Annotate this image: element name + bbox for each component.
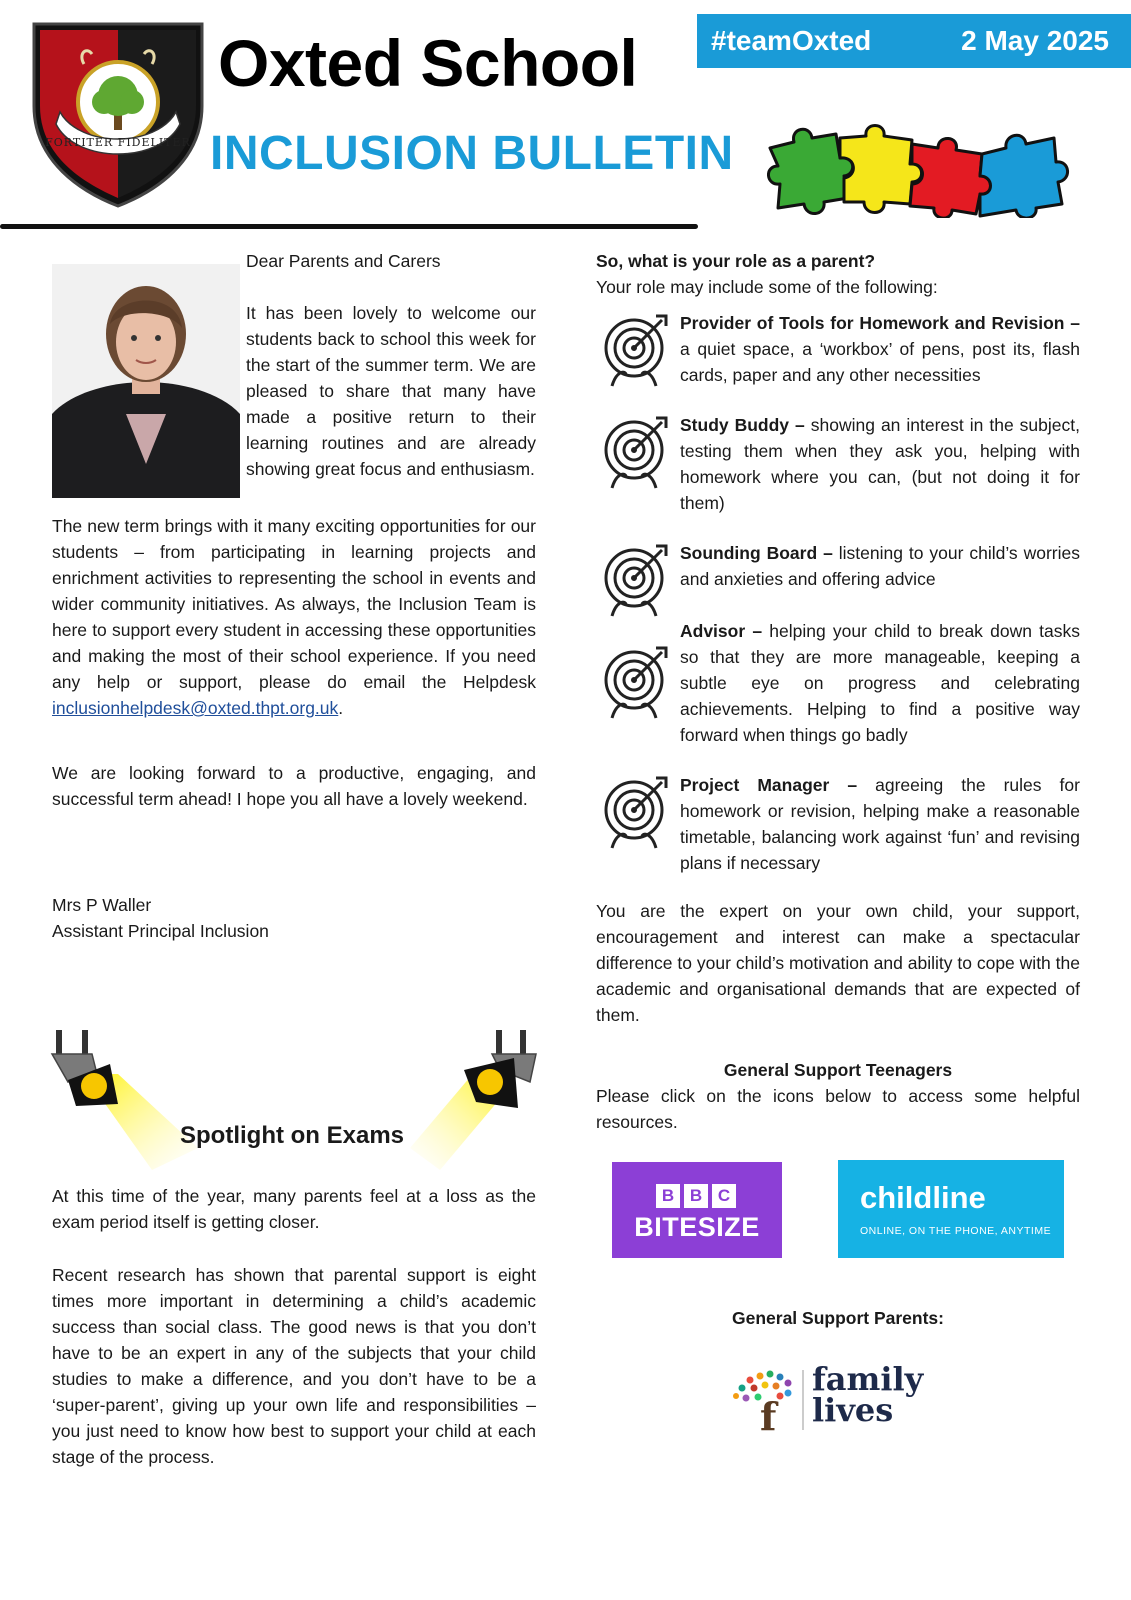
crest-motto: FORTITER FIDELITER bbox=[45, 136, 191, 149]
bitesize-word: BITESIZE bbox=[634, 1212, 760, 1242]
letter-greeting: Dear Parents and Carers bbox=[246, 251, 441, 271]
teen-support-text: Please click on the icons below to access some helpful resources. bbox=[596, 1086, 1080, 1132]
role-item-title: Provider of Tools for Homework and Revision – bbox=[680, 313, 1080, 333]
hashtag: #teamOxted bbox=[711, 25, 872, 56]
role-item-title: Advisor – bbox=[680, 621, 763, 641]
svg-text:f: f bbox=[760, 1394, 777, 1432]
teen-support-heading: General Support Teenagers bbox=[723, 1060, 953, 1080]
role-item-text: helping your child to break down tasks so that they are more manageable, keeping a subtle eye on progress and celebrating achievements. Helping to find a positive way forward when things go badly bbox=[680, 621, 1080, 745]
letter-signoff bbox=[52, 892, 536, 944]
role-item-text: agreeing the rules for homework or revision, helping make a reasonable timetable, balancing work against ‘fun’ and revising plans if necessary bbox=[680, 775, 1080, 873]
helpdesk-email-link[interactable]: inclusionhelpdesk@oxted.thpt.org.uk bbox=[52, 698, 339, 718]
school-name: Oxted School bbox=[218, 26, 638, 100]
childline-tagline: ONLINE, ON THE PHONE, ANYTIME bbox=[860, 1225, 1052, 1237]
role-item-text: listening to your child’s worries and anxieties and offering advice bbox=[680, 543, 1080, 589]
parents-support-heading: General Support Parents: bbox=[732, 1308, 944, 1328]
role-item-title: Study Buddy – bbox=[680, 415, 805, 435]
role-question-heading: So, what is your role as a parent? bbox=[596, 251, 876, 271]
role-subtitle: Your role may include some of the following: bbox=[596, 277, 938, 297]
family-lives-link[interactable] bbox=[812, 1360, 924, 1429]
school-crest-logo bbox=[26, 14, 210, 210]
family-word: family bbox=[812, 1360, 924, 1398]
bbc-letter: B bbox=[684, 1184, 708, 1208]
bbc-letter: C bbox=[712, 1184, 736, 1208]
bbc-letter: B bbox=[656, 1184, 680, 1208]
target-icon bbox=[596, 416, 672, 492]
spotlight-right-icon bbox=[410, 1030, 540, 1170]
author-photo bbox=[52, 264, 240, 498]
signoff-name: Mrs P Waller bbox=[52, 895, 152, 915]
letter-paragraph-3: We are looking forward to a productive, engaging, and successful term ahead! I hope you all have a lovely weekend. bbox=[52, 763, 536, 809]
letter-paragraph-2 bbox=[52, 513, 536, 721]
letter-intro: It has been lovely to welcome our students back to school this week for the start of the summer term. We are pleased to share that many have made a positive return to their learning routines and are already showing great focus and enthusiasm. bbox=[246, 303, 536, 479]
expert-paragraph: You are the expert on your own child, your support, encouragement and interest can make a spectacular difference to your child’s motivation and ability to cope with the academic and organisational demands that are expected of them. bbox=[596, 901, 1080, 1025]
header-divider bbox=[0, 224, 698, 229]
bulletin-title: INCLUSION BULLETIN bbox=[210, 127, 734, 180]
family-lives-divider bbox=[802, 1370, 804, 1430]
bbc-bitesize-link[interactable] bbox=[612, 1162, 782, 1258]
tag-bar bbox=[697, 14, 1131, 68]
role-item-text: showing an interest in the subject, testing them when they ask you, helping with homework where you can, (but not doing it for them) bbox=[680, 415, 1080, 513]
spotlight-title: Spotlight on Exams bbox=[180, 1122, 405, 1149]
target-icon bbox=[596, 776, 672, 852]
lives-word: lives bbox=[812, 1391, 894, 1429]
childline-word: childline bbox=[860, 1180, 986, 1215]
puzzle-pieces-icon bbox=[766, 118, 1072, 218]
target-icon bbox=[596, 646, 672, 722]
role-item-title: Sounding Board – bbox=[680, 543, 833, 563]
spotlight-left-icon bbox=[48, 1030, 198, 1170]
period: . bbox=[338, 698, 344, 718]
letter-paragraph-2-text: The new term brings with it many exciting opportunities for our students – from participating in learning projects and enrichment activities to representing the school in events and wider community initiatives. As always, the Inclusion Team is here to support every student in accessing these opportunities and making the most of their school experience. If you need any help or support, please do email the Helpdesk bbox=[52, 516, 536, 692]
childline-link[interactable] bbox=[838, 1160, 1064, 1258]
target-icon bbox=[596, 544, 672, 620]
target-icon bbox=[596, 314, 672, 390]
bulletin-date: 2 May 2025 bbox=[961, 25, 1109, 56]
spotlight-paragraph-2: Recent research has shown that parental support is eight times more important in determining a child’s academic success than social class. The good news is that you don’t have to be an expert in any of the subjects that your child studies to make a difference, and you don’t have to be a ‘super-parent’, giving up your own life and responsibilities – you just need to know how best to support your child at each stage of the process. bbox=[52, 1265, 536, 1467]
family-lives-tree-icon bbox=[730, 1368, 800, 1432]
role-item-text: a quiet space, a ‘workbox’ of pens, post its, flash cards, paper and any other necessities bbox=[680, 339, 1080, 385]
signoff-role: Assistant Principal Inclusion bbox=[52, 921, 269, 941]
role-item-title: Project Manager – bbox=[680, 775, 858, 795]
spotlight-paragraph-1: At this time of the year, many parents feel at a loss as the exam period itself is getting closer. bbox=[52, 1186, 536, 1232]
bbc-logo bbox=[656, 1184, 736, 1208]
